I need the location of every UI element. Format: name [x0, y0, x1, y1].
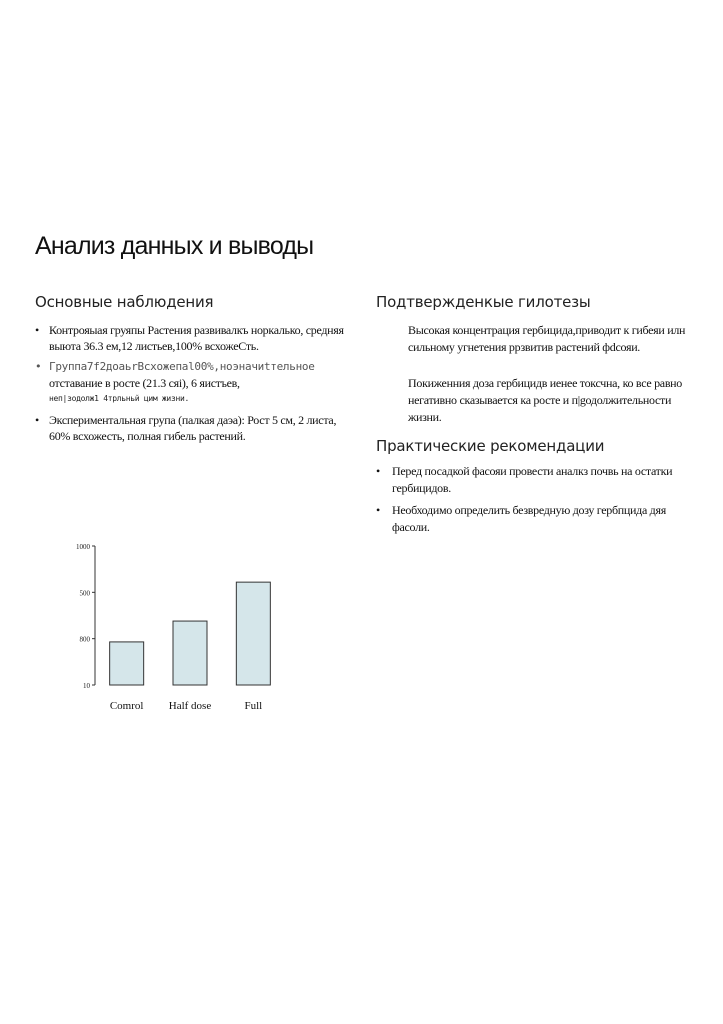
recommendation-item: • Необходимо определить безвредную дозу гербпцида дяя фасоли.: [376, 502, 691, 536]
recommendations-list: [376, 463, 691, 541]
bar-half-dose: [173, 621, 207, 685]
bar-comrol: [110, 642, 144, 685]
recommendation-item: • Перед посадкой фасояи провести аналкз почвь на остатки гербицидов.: [376, 463, 691, 497]
bar-chart: [60, 535, 320, 720]
y-tick-label: 500: [79, 589, 90, 598]
recommendations-heading: Практические рекомендации: [376, 437, 605, 455]
observation-item-full-dose: • Экспериментальная група (палкая даэа): Рост 5 см, 2 листа, 60% всхожесть, полная гибель растений.: [35, 412, 355, 444]
chart-bars: [110, 582, 271, 685]
hypothesis-paragraph: Высокая концентрация гербицида,приводит к гибеяи илн сильному угнетения ррзвитив растений фdсояи.: [408, 323, 686, 354]
x-category-label: Half dose: [168, 700, 212, 712]
observation-line: неп|зодолж1 4тpльньй цим жизни.: [49, 394, 190, 403]
x-category-label: Full: [244, 700, 263, 712]
chart-axes: [92, 546, 95, 685]
chart-labels: [76, 543, 262, 712]
observations-list: [35, 322, 355, 449]
bar-full: [236, 582, 270, 685]
observations-heading: Основные наблюдения: [35, 293, 214, 311]
page-title: Анализ данных и выводы: [35, 232, 314, 260]
hypotheses-heading: Подтвержденкые гилотезы: [376, 293, 591, 311]
observation-item-half-dose: [35, 359, 355, 407]
y-tick-label: 10: [83, 682, 90, 690]
hypothesis-paragraph: Покиженния доза гербицидв иенее токсчна, ко все равно негативно сказывается ка росте и п|gодолжительности жизни.: [408, 376, 683, 424]
y-tick-label: 1000: [76, 543, 90, 551]
observation-line: отставание в росте (21.3 сяi), 6 яистъев,: [49, 376, 240, 390]
x-category-label: Comrol: [109, 700, 144, 712]
observation-item-control: • Контрояыая груяпы Растения развивалкъ норкалько, средняя выюта 36.3 ем,12 листьев,100% всхожеСть.: [35, 322, 355, 354]
observation-line: • Группа7f2доaьrВсхожепаl00%,ноэначиtтельное: [49, 360, 315, 373]
y-tick-label: 800: [79, 635, 90, 644]
